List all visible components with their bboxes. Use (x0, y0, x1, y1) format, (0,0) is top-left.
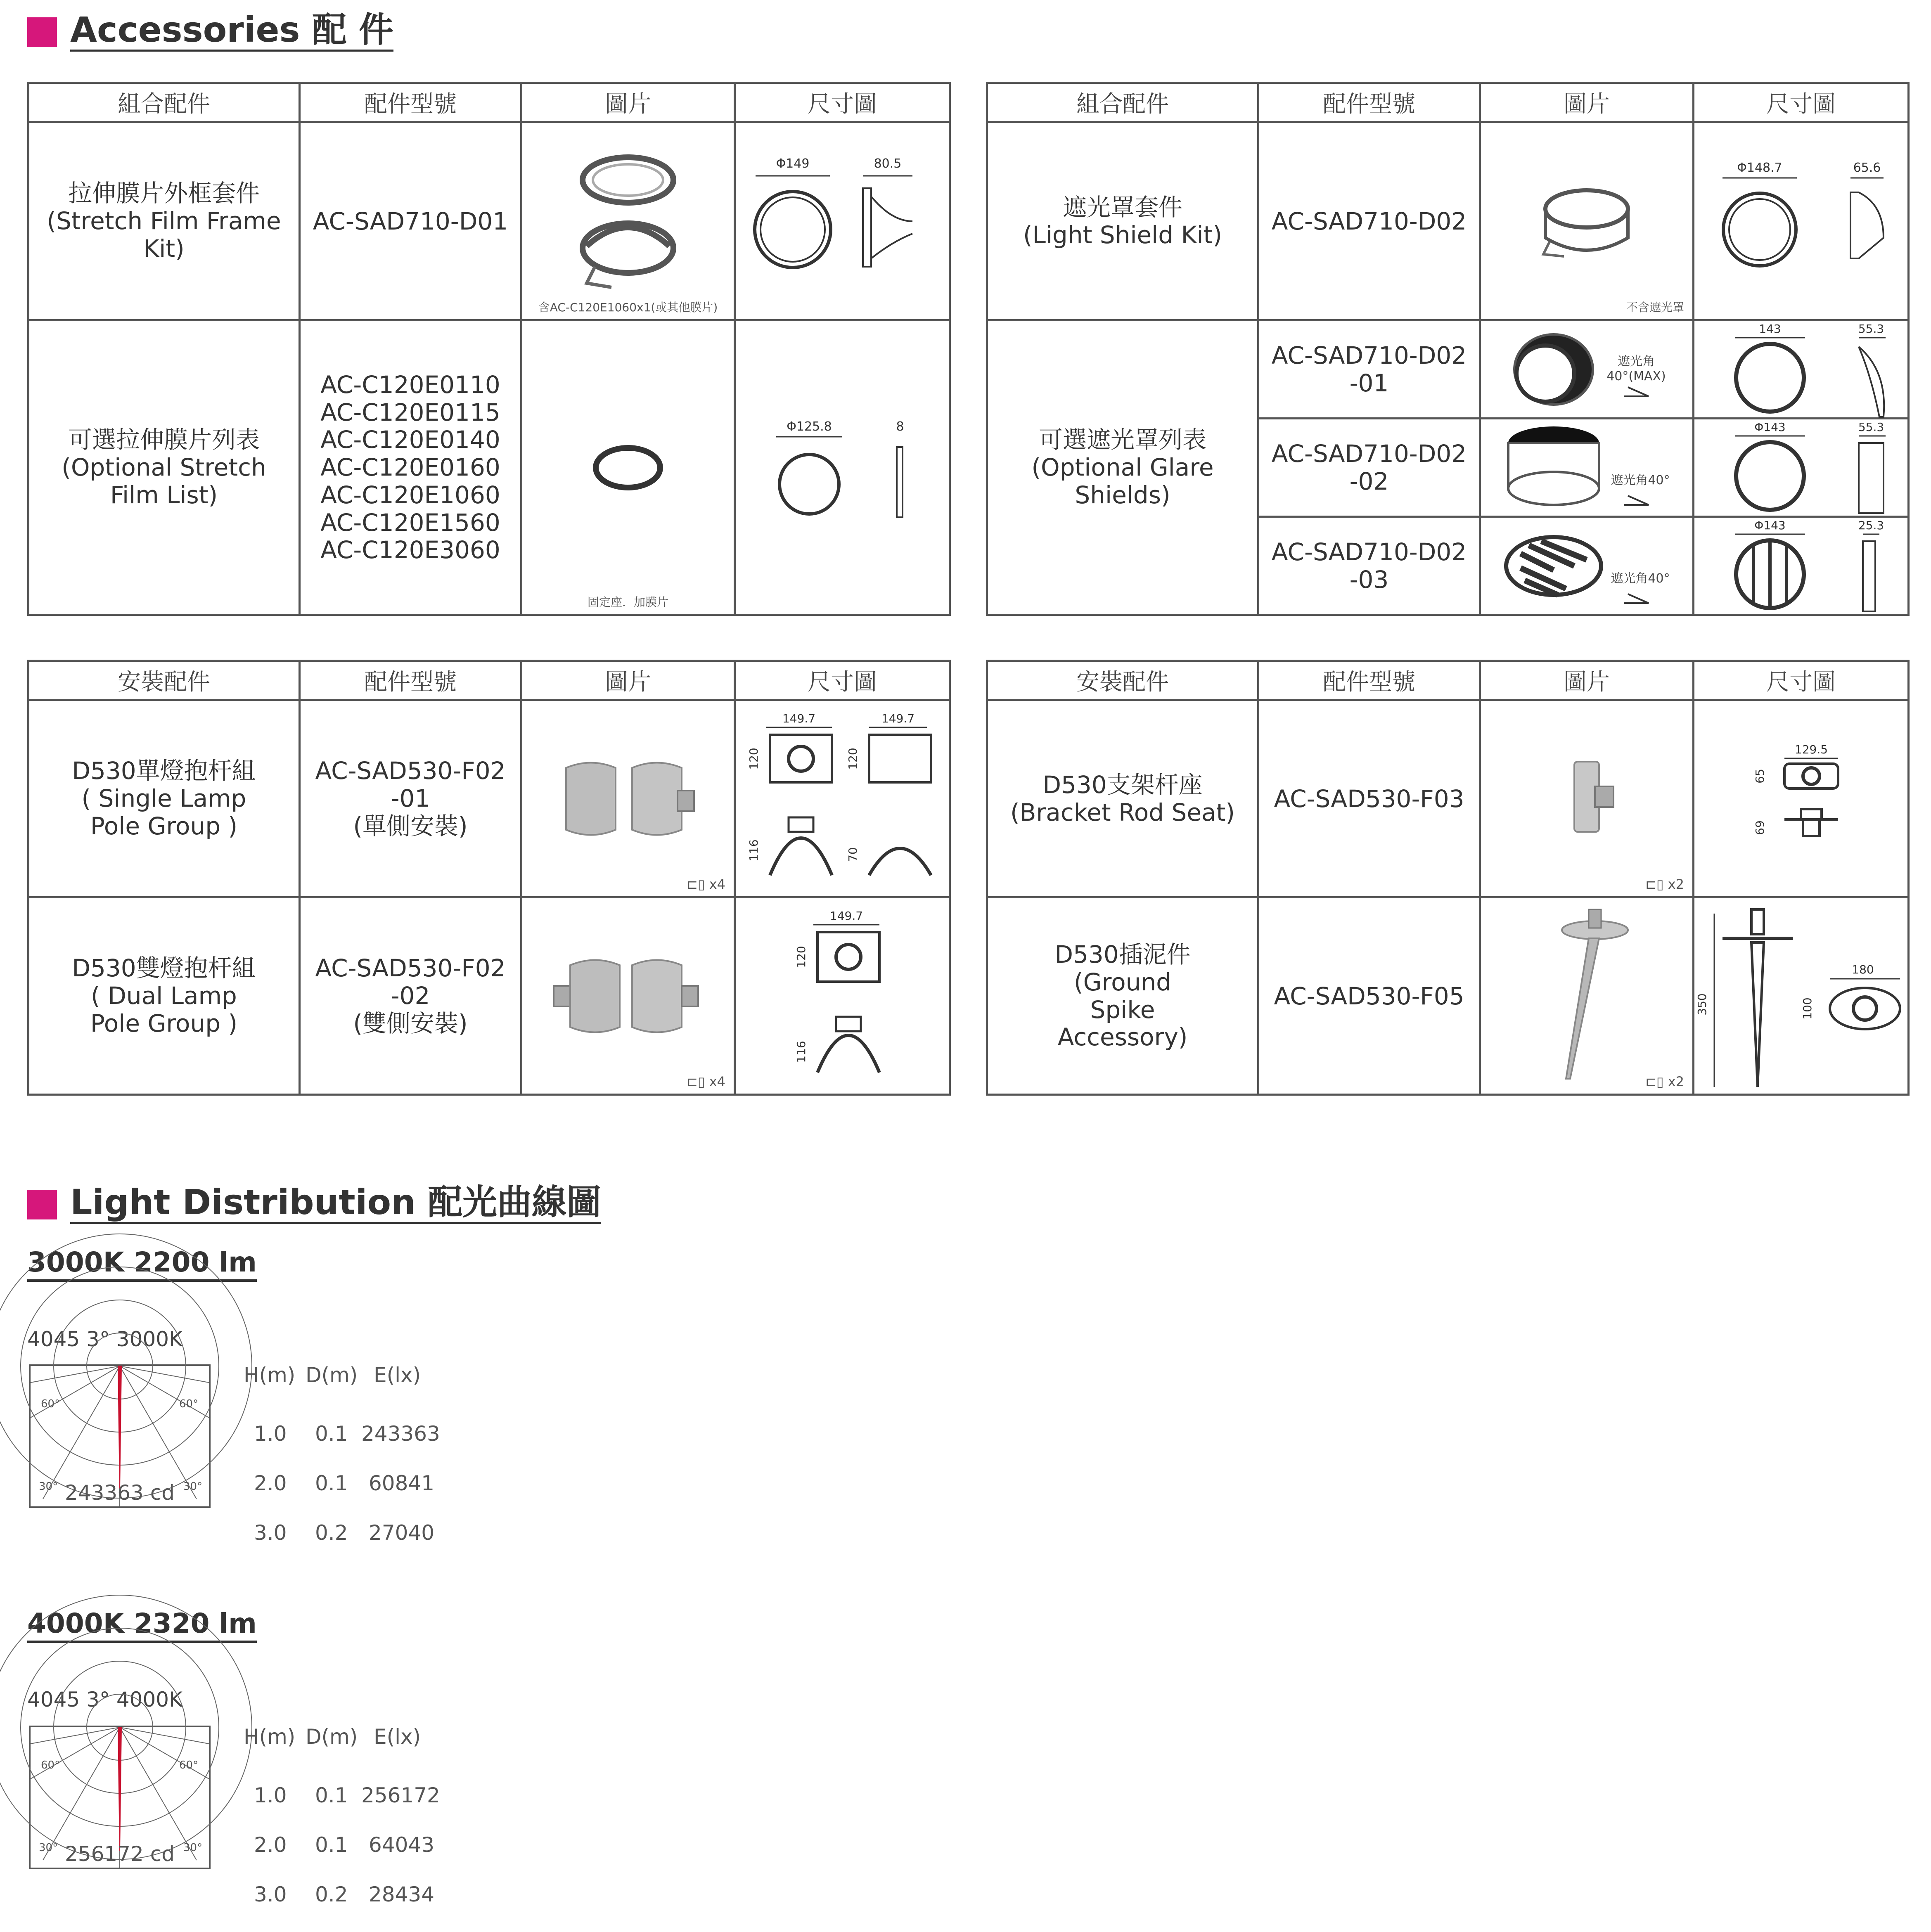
accessory-name: 可選拉伸膜片列表 (Optional Stretch Film List) (28, 320, 300, 615)
product-image (1480, 419, 1694, 517)
product-image (1480, 122, 1694, 320)
film-ring-image (587, 439, 669, 497)
svg-text:116: 116 (794, 1040, 808, 1063)
svg-text:149.7: 149.7 (782, 711, 816, 725)
glare-shield-02-image (1500, 422, 1673, 513)
svg-text:149.7: 149.7 (881, 711, 915, 725)
table-pole-mounting (27, 660, 951, 1096)
dimension-drawing (735, 700, 950, 897)
dual-clamp-dimensions (768, 907, 917, 1085)
header-model: 配件型號 (300, 661, 521, 700)
product-image (521, 122, 735, 320)
table-row: 2.0 0.1 60841 (254, 1471, 435, 1495)
light-distribution-title: Light Distribution 配光曲線圖 (70, 1185, 601, 1224)
model-number: AC-SAD530-F02 -02 (雙側安裝) (300, 897, 521, 1095)
svg-text:Φ125.8: Φ125.8 (787, 419, 832, 434)
table-bracket-spike (986, 660, 1910, 1096)
dual-pole-clamp-image (550, 949, 706, 1044)
header-model: 配件型號 (1258, 83, 1480, 122)
product-image (1480, 517, 1694, 615)
accessory-name: D530支架杆座 (Bracket Rod Seat) (987, 700, 1258, 897)
table-row: 3.0 0.2 27040 (254, 1521, 435, 1545)
header-combo: 組合配件 (987, 83, 1258, 122)
film-dimensions (743, 418, 941, 517)
svg-text:65.6: 65.6 (1853, 160, 1881, 175)
svg-text:遮光角: 遮光角 (1618, 354, 1655, 369)
dimension-drawing (1694, 517, 1909, 615)
svg-text:116: 116 (747, 839, 761, 862)
accessory-name: 可選遮光罩列表 (Optional Glare Shields) (987, 320, 1258, 615)
header-model: 配件型號 (1258, 661, 1480, 700)
svg-text:129.5: 129.5 (1794, 742, 1828, 756)
screw-icon: ⊏▯ (687, 876, 709, 892)
accessories-heading (27, 9, 393, 52)
table-row: 1.0 0.1 256172 (254, 1783, 440, 1807)
svg-text:60°: 60° (41, 1759, 60, 1771)
model-number: AC-SAD710-D01 (300, 122, 521, 320)
dimension-drawing (735, 122, 950, 320)
svg-text:Φ148.7: Φ148.7 (1737, 160, 1782, 175)
model-list: AC-C120E0110 AC-C120E0115 AC-C120E0140 AC-C120E0160 AC-C120E1060 AC-C120E1560 AC-C120E3060 (300, 320, 521, 615)
shield-02-dimensions (1702, 420, 1900, 515)
svg-text:60°: 60° (41, 1398, 60, 1410)
product-image (1480, 320, 1694, 419)
glare-shield-01-image (1500, 324, 1673, 415)
svg-text:遮光角40°: 遮光角40° (1611, 571, 1670, 586)
dimension-drawing (1694, 897, 1909, 1095)
screw-icon: ⊏▯ (1645, 876, 1668, 892)
svg-text:180: 180 (1852, 962, 1874, 976)
svg-text:350: 350 (1695, 993, 1709, 1016)
svg-text:遮光角40°: 遮光角40° (1611, 473, 1670, 488)
svg-text:25.3: 25.3 (1858, 518, 1884, 532)
header-dimension: 尺寸圖 (1694, 83, 1909, 122)
shield-03-dimensions (1702, 519, 1900, 613)
product-image (521, 897, 735, 1095)
svg-text:120: 120 (794, 945, 808, 968)
accessory-name: D530雙燈抱杆組 ( Dual Lamp Pole Group ) (28, 897, 300, 1095)
screw-icon: ⊏▯ (1645, 1074, 1668, 1089)
model-number: AC-SAD710-D02 -03 (1258, 517, 1480, 615)
table-header: H(m) D(m) E(lx) (244, 1725, 421, 1749)
dimension-drawing (1694, 122, 1909, 320)
svg-text:55.3: 55.3 (1858, 420, 1884, 434)
model-number: AC-SAD530-F05 (1258, 897, 1480, 1095)
header-picture: 圖片 (521, 661, 735, 700)
distribution-heading-4000k: 4000K 2320 lm (27, 1610, 257, 1643)
glare-shield-03-image (1500, 521, 1673, 611)
frame-kit-image (570, 143, 686, 300)
accessory-name: 拉伸膜片外框套件 (Stretch Film Frame Kit) (28, 122, 300, 320)
header-install: 安裝配件 (987, 661, 1258, 700)
table-row: 1.0 0.1 243363 (254, 1422, 440, 1446)
svg-text:120: 120 (747, 747, 761, 770)
distribution-model-label: 4045 3° 4000K (27, 1688, 182, 1712)
svg-text:30°: 30° (183, 1480, 203, 1493)
svg-text:80.5: 80.5 (874, 156, 902, 171)
header-dimension: 尺寸圖 (1694, 661, 1909, 700)
model-number: AC-SAD530-F02 -01 (單側安裝) (300, 700, 521, 897)
model-number: AC-SAD530-F03 (1258, 700, 1480, 897)
table-row: 3.0 0.2 28434 (254, 1882, 435, 1906)
image-note: 固定座．加膜片 (587, 595, 668, 609)
accessory-name: D530插泥件 (Ground Spike Accessory) (987, 897, 1258, 1095)
light-distribution-heading (27, 1182, 602, 1224)
header-picture: 圖片 (521, 83, 735, 122)
dimension-drawing (735, 897, 950, 1095)
polar-diagram (29, 1726, 211, 1869)
frame-kit-dimensions (743, 155, 941, 287)
screw-quantity: ⊏▯ x2 (1645, 1074, 1684, 1089)
header-picture: 圖片 (1480, 661, 1694, 700)
single-clamp-dimensions (737, 710, 948, 888)
header-install: 安裝配件 (28, 661, 300, 700)
photometric-table (244, 1363, 456, 1570)
shield-01-dimensions (1702, 322, 1900, 417)
model-number: AC-SAD710-D02 (1258, 122, 1480, 320)
ground-spike-image (1537, 905, 1636, 1087)
polar-diagram (29, 1364, 211, 1508)
dimension-drawing (1694, 320, 1909, 419)
svg-text:55.3: 55.3 (1858, 322, 1884, 336)
svg-text:30°: 30° (39, 1842, 58, 1854)
svg-text:60°: 60° (179, 1398, 199, 1410)
screw-quantity: ⊏▯ x4 (687, 1074, 725, 1089)
product-image (521, 700, 735, 897)
model-number: AC-SAD710-D02 -02 (1258, 419, 1480, 517)
header-model: 配件型號 (300, 83, 521, 122)
svg-text:Φ143: Φ143 (1754, 518, 1786, 532)
product-image (1480, 700, 1694, 897)
svg-text:70: 70 (846, 847, 860, 862)
candela-value: 243363 cd (65, 1481, 175, 1505)
table-header: H(m) D(m) E(lx) (244, 1363, 421, 1387)
section-marker (27, 17, 57, 47)
image-note: 不含遮光罩 (1626, 301, 1684, 314)
svg-text:30°: 30° (39, 1480, 58, 1493)
product-image (1480, 897, 1694, 1095)
accessory-name: 遮光罩套件 (Light Shield Kit) (987, 122, 1258, 320)
svg-text:143: 143 (1759, 322, 1781, 336)
dimension-drawing (1694, 419, 1909, 517)
header-picture: 圖片 (1480, 83, 1694, 122)
distribution-heading-3000k: 3000K 2200 lm (27, 1249, 257, 1282)
accessory-name: D530單燈抱杆組 ( Single Lamp Pole Group ) (28, 700, 300, 897)
svg-text:120: 120 (846, 747, 860, 770)
ground-spike-dimensions (1695, 901, 1904, 1091)
model-number: AC-SAD710-D02 -01 (1258, 320, 1480, 419)
header-dimension: 尺寸圖 (735, 83, 950, 122)
dimension-drawing (735, 320, 950, 615)
svg-text:40°(MAX): 40°(MAX) (1606, 369, 1666, 384)
screw-quantity: ⊏▯ x2 (1645, 876, 1684, 892)
photometric-table (244, 1725, 456, 1932)
image-note: 含AC-C120E1060x1(或其他膜片) (538, 301, 718, 314)
section-marker (27, 1190, 57, 1219)
svg-text:30°: 30° (183, 1842, 203, 1854)
distribution-model-label: 4045 3° 3000K (27, 1327, 182, 1351)
table-optional-film (27, 82, 951, 616)
light-shield-kit-image (1533, 180, 1640, 263)
shield-kit-dimensions (1702, 159, 1900, 283)
single-pole-clamp-image (558, 751, 698, 846)
table-row: 2.0 0.1 64043 (254, 1833, 435, 1857)
screw-icon: ⊏▯ (687, 1074, 709, 1089)
candela-value: 256172 cd (65, 1842, 175, 1866)
bracket-seat-image (1545, 753, 1628, 844)
svg-text:60°: 60° (179, 1759, 199, 1771)
bracket-seat-dimensions (1739, 741, 1863, 857)
svg-text:8: 8 (896, 419, 904, 434)
svg-text:149.7: 149.7 (829, 909, 863, 923)
dimension-drawing (1694, 700, 1909, 897)
header-combo: 組合配件 (28, 83, 300, 122)
svg-text:Φ149: Φ149 (776, 156, 810, 171)
svg-text:65: 65 (1753, 768, 1767, 784)
product-image (521, 320, 735, 615)
screw-quantity: ⊏▯ x4 (687, 876, 725, 892)
svg-text:100: 100 (1801, 997, 1814, 1020)
table-glare-shields (986, 82, 1910, 616)
accessories-title: Accessories 配 件 (70, 12, 393, 52)
svg-text:Φ143: Φ143 (1754, 420, 1786, 434)
header-dimension: 尺寸圖 (735, 661, 950, 700)
svg-text:69: 69 (1753, 820, 1767, 835)
